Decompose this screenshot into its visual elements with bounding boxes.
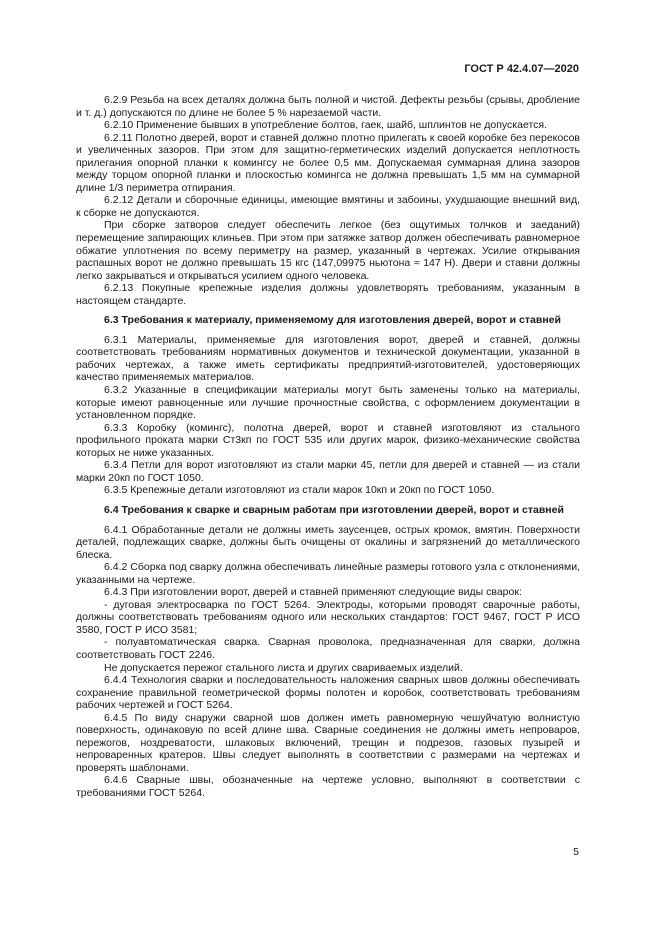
list-item-semiauto-welding: - полуавтоматическая сварка. Сварная проволока, предназначенная для сварки, должна соответствовать ГОСТ 2246. [76, 636, 580, 661]
paragraph-6-2-11: 6.2.11 Полотно дверей, ворот и ставней должно плотно прилегать к своей коробке без перекосов и увеличенных зазоров. При этом для защитно-герметических изделий допускается неплотность прилегания опорной планки к комингсу не более 0,5 мм. Допускаемая суммарная длина зазоров между торцом опорной планки и плоскостью комингса не должна превышать 1,5 мм на суммарной длине 1/3 периметра отпирания. [76, 131, 580, 194]
paragraph-6-3-4: 6.3.4 Петли для ворот изготовляют из стали марки 45, петли для дверей и ставней — из стали марки 20кп по ГОСТ 1050. [76, 459, 580, 484]
paragraph-6-2-9: 6.2.9 Резьба на всех деталях должна быть полной и чистой. Дефекты резьбы (срывы, дробление и т. д.) допускаются по длине не более 5 % нарезаемой части. [76, 94, 580, 119]
paragraph-no-burnout: Не допускается пережог стального листа и других свариваемых изделий. [104, 661, 463, 674]
paragraph-6-4-5: 6.4.5 По виду снаружи сварной шов должен иметь равномерную чешуйчатую волнистую поверхность, одинаковую по всей длине шва. Сварные соединения не должны иметь непроваров, пережогов, ноздреватости, шлаковых включений, трещин и подрезов, газовых пузырей и непроваренных кратеров. Швы следует выполнять в соответствии с размерами на чертежах и проверять шаблонами. [76, 711, 580, 774]
paragraph-6-4-2: 6.4.2 Сборка под сварку должна обеспечивать линейные размеры готового узла с отклонениями, указанными на чертеже. [76, 561, 580, 586]
paragraph-6-2-12: 6.2.12 Детали и сборочные единицы, имеющие вмятины и забоины, ухудшающие внешний вид, к сборке не допускаются. [76, 194, 580, 219]
paragraph-latch-assembly: При сборке затворов следует обеспечить легкое (без ощутимых толчков и заеданий) перемещение запирающих клиньев. При этом при затяжке затвор должен обеспечивать равномерное обжатие уплотнения по всему периметру на размер, указанный в чертежах. Усилие открывания распашных ворот не должно превышать 15 кгс (147,09975 ньютона ≈ 147 Н). Двери и ставни должны легко закрываться и открываться усилием одного человека. [76, 219, 580, 282]
paragraph-6-3-3: 6.3.3 Коробку (комингс), полотна дверей, ворот и ставней изготовляют из стального профильного проката марки Ст3кп по ГОСТ 535 или других марок, физико-механические свойства которых не ниже указанных. [76, 421, 580, 459]
paragraph-6-4-4: 6.4.4 Технология сварки и последовательность наложения сварных швов должны обеспечивать сохранение правильной геометрической формы полотен и коробок, соответствовать требованиям рабочих чертежей и ГОСТ 5264. [76, 674, 580, 712]
paragraph-6-4-1: 6.4.1 Обработанные детали не должны иметь заусенцев, острых кромок, вмятин. Поверхности деталей, подлежащих сварке, должны быть очищены от окалины и загрязнений до металлического блеска. [76, 523, 580, 561]
section-heading-6-4: 6.4 Требования к сварке и сварным работам при изготовлении дверей, ворот и ставней [104, 503, 564, 516]
paragraph-6-2-13: 6.2.13 Покупные крепежные изделия должны удовлетворять требованиям, указанным в настоящем стандарте. [76, 282, 580, 307]
list-item-arc-welding: - дуговая электросварка по ГОСТ 5264. Электроды, которыми проводят сварочные работы, должны соответствовать требованиям одного или нескольких стандартов: ГОСТ 9467, ГОСТ Р ИСО 3580, ГОСТ Р ИСО 3581; [76, 598, 580, 636]
section-heading-6-3: 6.3 Требования к материалу, применяемому для изготовления дверей, ворот и ставней [104, 314, 561, 327]
document-body [76, 94, 580, 800]
paragraph-6-3-2: 6.3.2 Указанные в спецификации материалы могут быть заменены только на материалы, которые имеют равноценные или лучшие прочностные свойства, с оформлением документации в установленном порядке. [76, 384, 580, 422]
document-header: ГОСТ Р 42.4.07—2020 [464, 63, 579, 75]
paragraph-6-3-5: 6.3.5 Крепежные детали изготовляют из стали марок 10кп и 20кп по ГОСТ 1050. [104, 484, 495, 497]
paragraph-6-3-1: 6.3.1 Материалы, применяемые для изготовления ворот, дверей и ставней, должны соответствовать требованиям нормативных документов и технической документации, указанной в рабочих чертежах, а также иметь сертификаты предприятий-изготовителей, удостоверяющих качество применяемых материалов. [76, 333, 580, 384]
paragraph-6-4-6: 6.4.6 Сварные швы, обозначенные на чертеже условно, выполняют в соответствии с требованиями ГОСТ 5264. [76, 774, 580, 799]
paragraph-6-4-3: 6.4.3 При изготовлении ворот, дверей и ставней применяют следующие виды сварок: [104, 586, 522, 599]
paragraph-6-2-10: 6.2.10 Применение бывших в употребление болтов, гаек, шайб, шплинтов не допускается. [104, 119, 548, 132]
page-number: 5 [573, 846, 579, 858]
